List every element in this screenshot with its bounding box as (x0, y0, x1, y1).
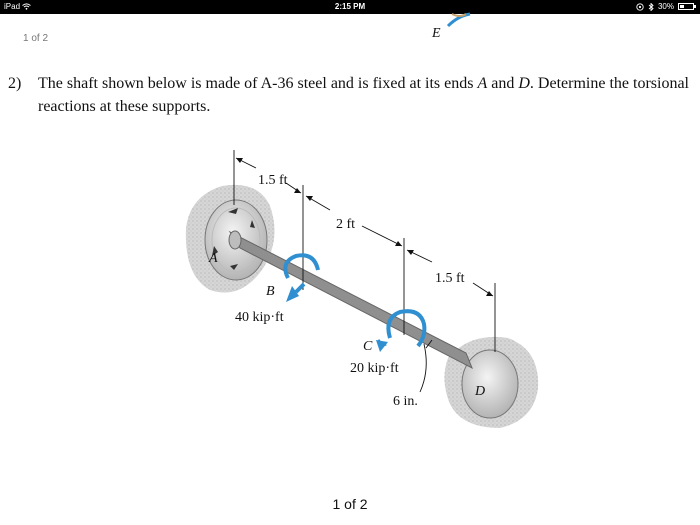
label-d: D (475, 384, 486, 399)
problem-number: 2) (8, 75, 22, 92)
problem-text-part: The shaft shown below is made of A-36 steel and is fixed at its ends (38, 75, 478, 92)
battery-percent: 30% (657, 2, 674, 11)
torque-b-value: 40 kip·ft (235, 310, 284, 325)
support-a-ref: A (477, 75, 488, 92)
label-b: B (266, 284, 275, 299)
page-footer: 1 of 2 (332, 496, 368, 512)
support-d-ref: D (518, 75, 530, 92)
status-time: 2:15 PM (334, 2, 366, 11)
label-e: E (432, 26, 441, 41)
diameter-label: 6 in. (393, 394, 418, 409)
shaft (229, 231, 472, 368)
label-a: A (209, 251, 218, 266)
page-indicator: 1 of 2 (23, 33, 49, 44)
partial-top-graphic (431, 14, 470, 41)
dimension-bc: 2 ft (336, 217, 356, 232)
dimension-ab: 1.5 ft (258, 173, 288, 188)
torque-c-value: 20 kip·ft (350, 361, 399, 376)
device-name: iPad (4, 2, 21, 11)
dimension-cd: 1.5 ft (435, 271, 465, 286)
label-c: C (363, 339, 373, 354)
problem-text-part: and (487, 75, 519, 92)
problem-text-part: . Determine the torsional reactions at these supports. (38, 75, 689, 115)
diameter-callout (393, 340, 432, 409)
